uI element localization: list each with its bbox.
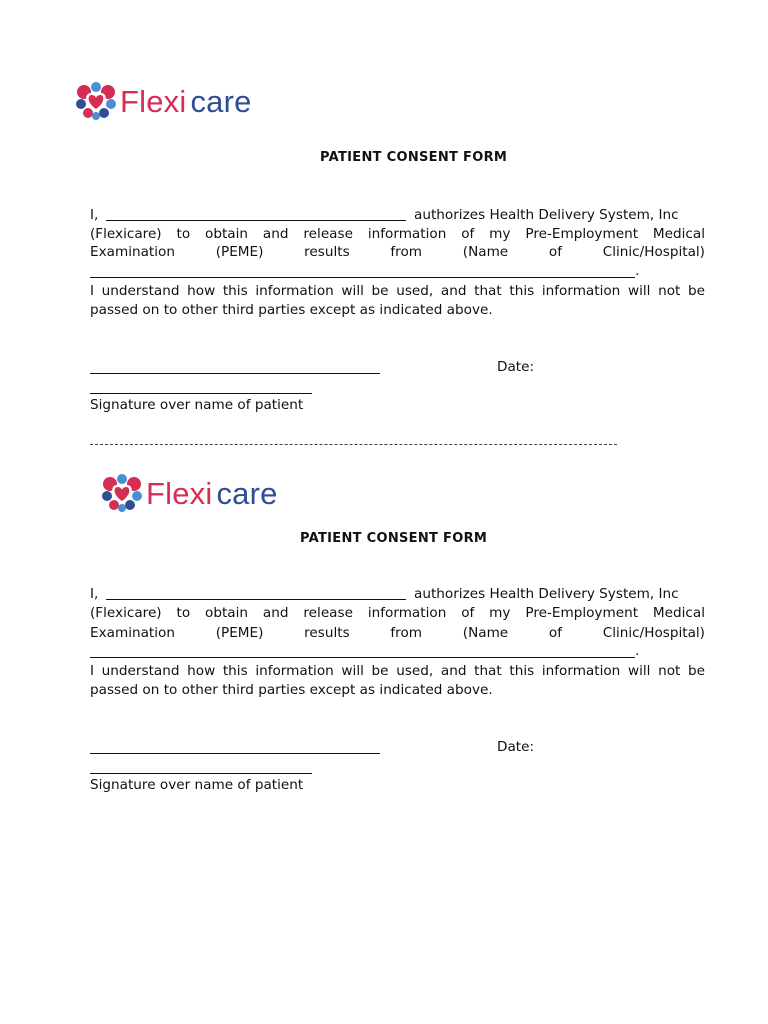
consent-line-1-start: I, xyxy=(90,207,99,223)
date-label: Date: xyxy=(497,359,535,375)
consent-line-3: Examination (PEME) results from (Name of Clinic/Hospital) xyxy=(90,625,705,641)
flexicare-logo xyxy=(76,82,252,120)
patient-name-blank[interactable] xyxy=(106,220,406,221)
consent-line-5: I understand how this information will be used, and that this information will not be xyxy=(90,283,705,299)
consent-line-3: Examination (PEME) results from (Name of Clinic/Hospital) xyxy=(90,244,705,260)
consent-line-2: (Flexicare) to obtain and release information of my Pre-Employment Medical xyxy=(90,226,705,242)
signature-label: Signature over name of patient xyxy=(90,397,304,413)
signature-blank[interactable] xyxy=(90,753,380,754)
patient-name-blank[interactable] xyxy=(106,599,406,600)
heart-logo-icon xyxy=(76,82,116,120)
date-blank[interactable] xyxy=(90,393,312,394)
form-title: PATIENT CONSENT FORM xyxy=(320,150,508,165)
flexicare-logo xyxy=(102,474,278,512)
logo-text-care: care xyxy=(190,83,252,119)
date-label: Date: xyxy=(497,739,535,755)
logo-text-flexi: Flexi xyxy=(120,83,187,119)
date-blank[interactable] xyxy=(90,773,312,774)
logo-text-care: care xyxy=(216,475,278,511)
logo-text-flexi: Flexi xyxy=(146,475,213,511)
clinic-name-blank[interactable] xyxy=(90,657,635,658)
consent-line-6: passed on to other third parties except as indicated above. xyxy=(90,682,493,698)
form-title: PATIENT CONSENT FORM xyxy=(300,531,488,546)
heart-logo-icon xyxy=(102,474,142,512)
signature-blank[interactable] xyxy=(90,373,380,374)
clinic-name-blank[interactable] xyxy=(90,277,635,278)
consent-line-1-end: authorizes Health Delivery System, Inc xyxy=(414,586,679,602)
consent-line-4-end: . xyxy=(635,263,640,279)
signature-label: Signature over name of patient xyxy=(90,777,304,793)
consent-line-1-start: I, xyxy=(90,586,99,602)
consent-line-2: (Flexicare) to obtain and release information of my Pre-Employment Medical xyxy=(90,605,705,621)
consent-line-5: I understand how this information will be used, and that this information will not be xyxy=(90,663,705,679)
consent-line-4-end: . xyxy=(635,643,640,659)
consent-line-1-end: authorizes Health Delivery System, Inc xyxy=(414,207,679,223)
cut-line-divider xyxy=(90,444,617,445)
consent-line-6: passed on to other third parties except as indicated above. xyxy=(90,302,493,318)
